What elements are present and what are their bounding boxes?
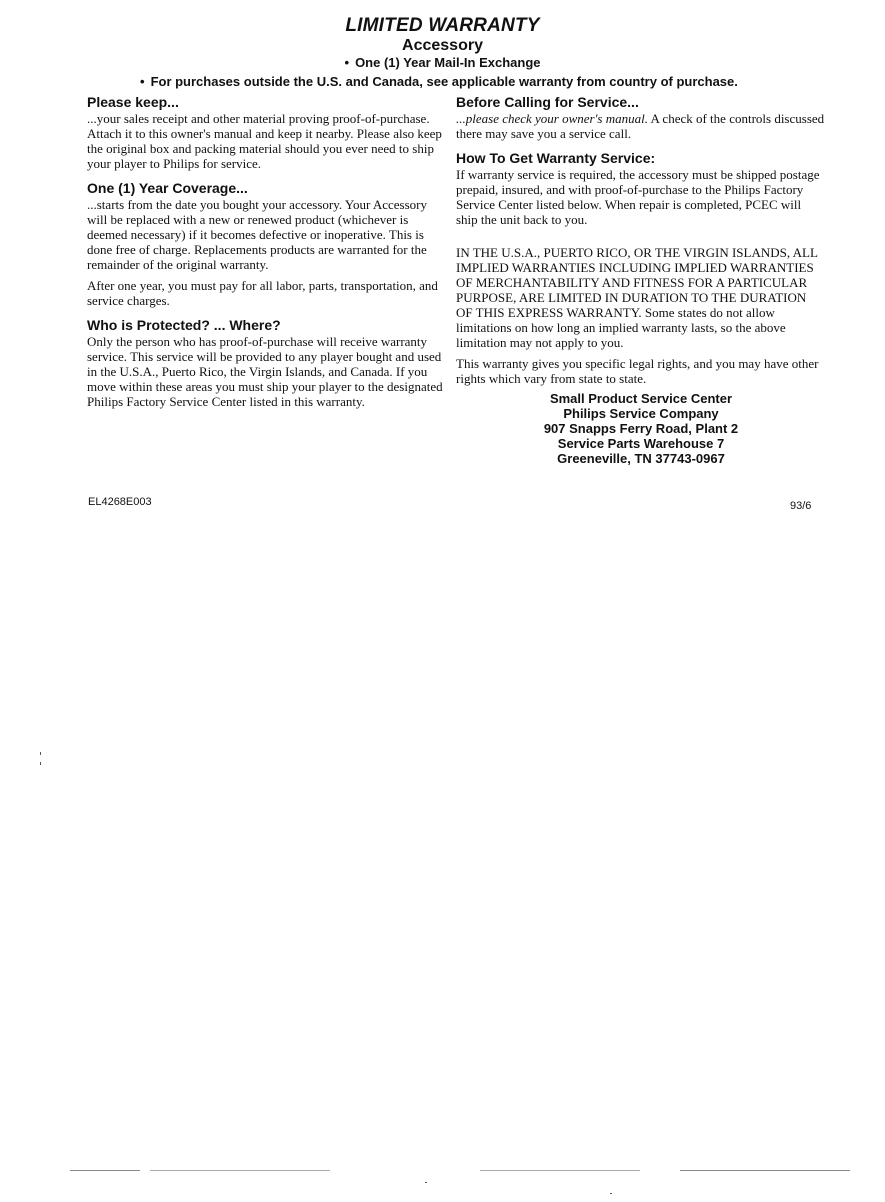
left-column xyxy=(87,94,447,409)
scan-artifact xyxy=(610,1193,612,1194)
how-to-body: If warranty service is required, the accessory must be shipped postage prepaid, insured, and with proof-of-purchase to the Philips Factory Service Center listed below. When repair is completed, PCEC will ship the unit back to you. xyxy=(456,167,820,227)
before-calling-text: A check of the controls discussed there may save you a service call. xyxy=(456,111,825,141)
address-line: Service Parts Warehouse 7 xyxy=(557,436,725,451)
coverage-body: ...starts from the date you bought your accessory. Your Accessory will be replaced with a new or renewed product (whichever is deemed necessary) if it becomes defective or inoperative. This is done free of charge. Replacements products are warranted for the remainder of the original warranty. xyxy=(87,197,427,272)
outside-notice-text: For purchases outside the U.S. and Canada, see applicable warranty from country of purchase. xyxy=(150,74,738,89)
bullet-icon: • xyxy=(140,74,145,89)
page-title: LIMITED WARRANTY xyxy=(345,15,540,36)
scan-artifact xyxy=(425,1182,427,1183)
how-to-heading: How To Get Warranty Service: xyxy=(456,150,656,166)
bullet-icon: • xyxy=(344,55,350,70)
before-calling-body xyxy=(456,111,826,141)
document-code: EL4268E003 xyxy=(88,496,152,508)
coverage-after-year: After one year, you must pay for all labor, parts, transportation, and service charges. xyxy=(87,278,438,308)
service-center-address xyxy=(456,391,826,466)
exchange-line xyxy=(0,55,885,71)
protected-body: Only the person who has proof-of-purchase will receive warranty service. This service will be provided to any player bought and used in the U.S.A., Puerto Rico, the Virgin Islands, and Canada. If you move within these areas you must ship your player to the designated Philips Factory Service Center listed in this warranty. xyxy=(87,334,443,409)
scan-artifact xyxy=(70,1170,140,1171)
date-code: 93/6 xyxy=(790,500,812,512)
page-subtitle: Accessory xyxy=(402,37,483,54)
protected-heading: Who is Protected? ... Where? xyxy=(87,317,281,333)
please-keep-body: ...your sales receipt and other material proving proof-of-purchase. Attach it to this owner's manual and keep it nearby. Please also keep the original box and packing material should you ever need to ship your player to Philips for service. xyxy=(87,111,442,171)
right-column xyxy=(456,94,826,466)
legal-rights-text: This warranty gives you specific legal rights, and you may have other rights which vary from state to state. xyxy=(456,356,819,386)
before-calling-italic: ...please check your owner's manual. xyxy=(456,111,648,126)
exchange-text: One (1) Year Mail-In Exchange xyxy=(355,55,541,70)
coverage-heading: One (1) Year Coverage... xyxy=(87,180,248,196)
scan-artifact xyxy=(480,1170,640,1171)
before-calling-heading: Before Calling for Service... xyxy=(456,94,639,110)
implied-warranty-text: IN THE U.S.A., PUERTO RICO, OR THE VIRGIN ISLANDS, ALL IMPLIED WARRANTIES INCLUDING IMPLIED WARRANTIES OF MERCHANTABILITY AND FITNESS FOR A PARTICULAR PURPOSE, ARE LIMITED IN DURATION TO THE DURATION OF THIS EXPRESS WARRANTY. Some states do not allow limitations on how long an implied warranty lasts, so the above limitation may not apply to you. xyxy=(456,245,818,350)
outside-notice xyxy=(140,74,738,90)
please-keep-heading: Please keep... xyxy=(87,94,179,110)
scan-artifact xyxy=(680,1170,850,1171)
address-line: Small Product Service Center xyxy=(549,391,733,406)
address-line: 907 Snapps Ferry Road, Plant 2 xyxy=(543,421,739,436)
scan-artifact xyxy=(40,752,41,755)
warranty-header xyxy=(0,15,885,71)
address-line: Philips Service Company xyxy=(563,406,719,421)
scan-artifact xyxy=(40,762,41,765)
address-line: Greeneville, TN 37743-0967 xyxy=(557,451,725,466)
scan-artifact xyxy=(150,1170,330,1171)
